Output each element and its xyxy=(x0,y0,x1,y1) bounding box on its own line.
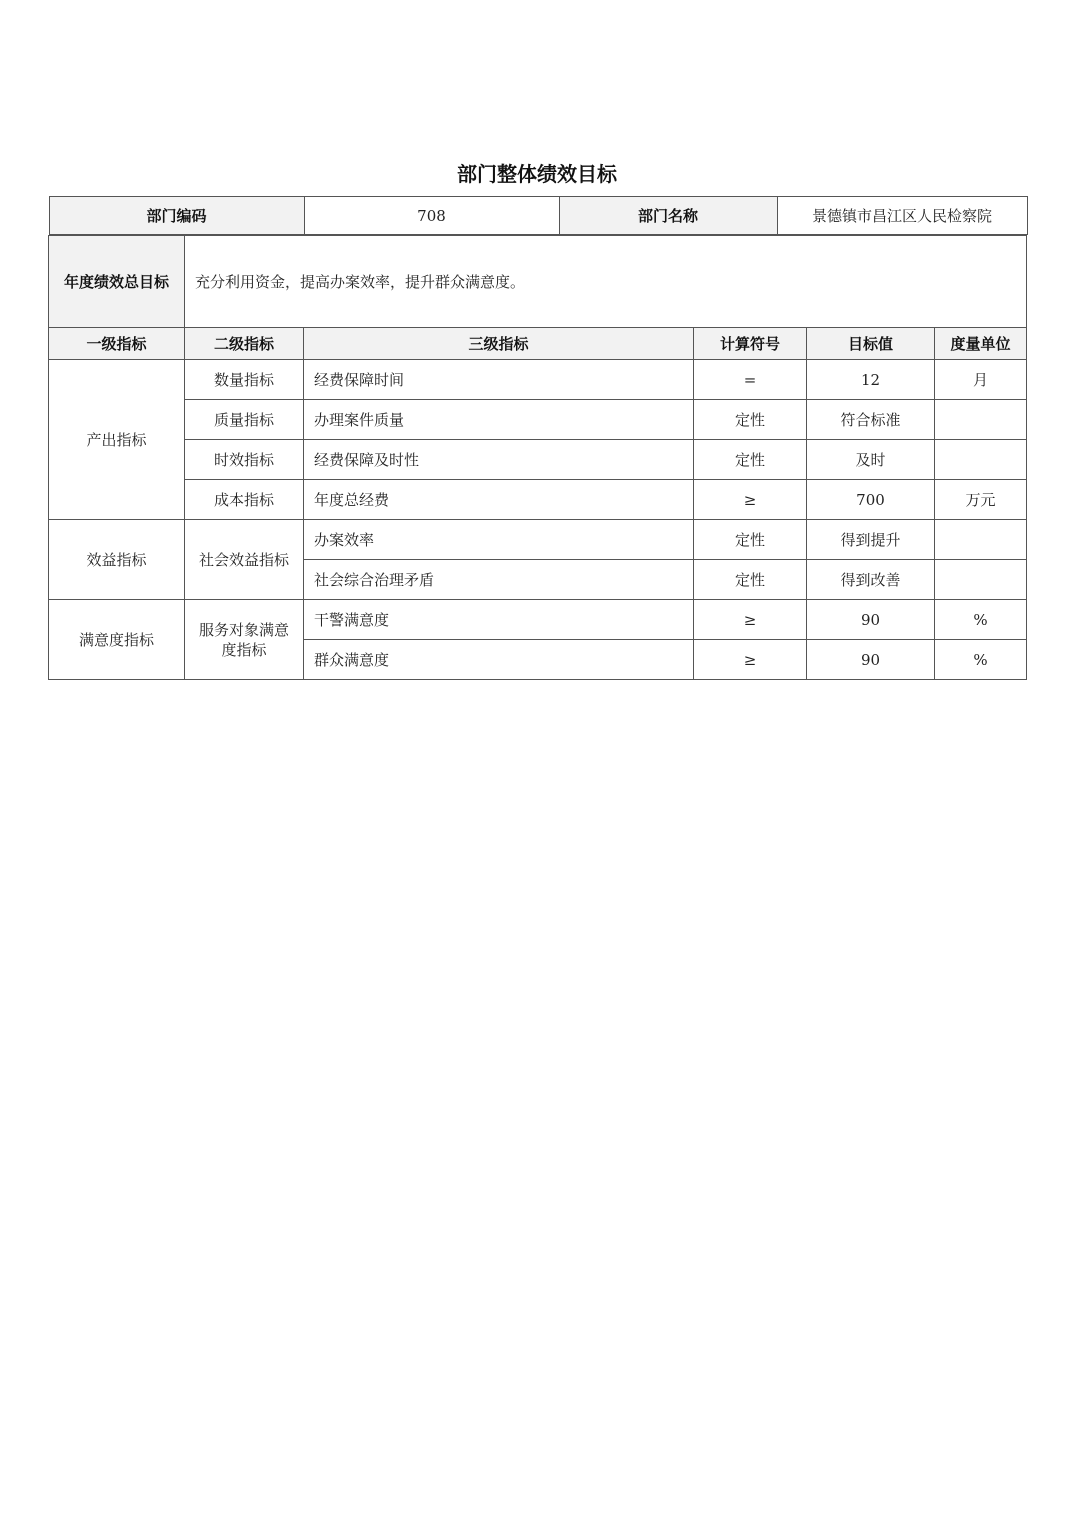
level2-cell: 社会效益指标 xyxy=(185,520,304,600)
target-cell: 90 xyxy=(807,640,935,680)
table-row xyxy=(49,600,1027,640)
level3-cell: 经费保障及时性 xyxy=(304,440,694,480)
unit-cell: 万元 xyxy=(935,480,1027,520)
symbol-cell: 定性 xyxy=(694,400,807,440)
page-title: 部门整体绩效目标 xyxy=(457,162,617,186)
symbol-cell: 定性 xyxy=(694,520,807,560)
level3-cell: 办案效率 xyxy=(304,520,694,560)
table-row xyxy=(49,520,1027,560)
dept-info-table xyxy=(49,196,1028,235)
annual-goal-row xyxy=(49,236,1027,328)
dept-code-value: 708 xyxy=(304,197,559,235)
table-row xyxy=(49,440,1027,480)
target-cell: 得到提升 xyxy=(807,520,935,560)
symbol-cell: 定性 xyxy=(694,560,807,600)
level3-cell: 经费保障时间 xyxy=(304,360,694,400)
target-cell: 及时 xyxy=(807,440,935,480)
dept-info-wrapper xyxy=(49,196,1027,236)
level2-cell: 成本指标 xyxy=(185,480,304,520)
target-cell: 12 xyxy=(807,360,935,400)
target-cell: 得到改善 xyxy=(807,560,935,600)
column-header: 度量单位 xyxy=(935,328,1027,360)
level3-cell: 群众满意度 xyxy=(304,640,694,680)
symbol-cell: ≥ xyxy=(694,480,807,520)
table-row xyxy=(49,480,1027,520)
level1-cell: 效益指标 xyxy=(49,520,185,600)
unit-cell: % xyxy=(935,640,1027,680)
level3-cell: 干警满意度 xyxy=(304,600,694,640)
level2-cell: 时效指标 xyxy=(185,440,304,480)
annual-goal-label: 年度绩效总目标 xyxy=(49,236,185,328)
dept-name-label: 部门名称 xyxy=(559,197,777,235)
symbol-cell: 定性 xyxy=(694,440,807,480)
unit-cell xyxy=(935,560,1027,600)
column-header: 一级指标 xyxy=(49,328,185,360)
target-cell: 700 xyxy=(807,480,935,520)
dept-info-row xyxy=(49,196,1027,236)
annual-goal-value: 充分利用资金，提高办案效率，提升群众满意度。 xyxy=(185,236,1027,328)
unit-cell xyxy=(935,440,1027,480)
level3-cell: 年度总经费 xyxy=(304,480,694,520)
symbol-cell: ≥ xyxy=(694,640,807,680)
level2-cell: 服务对象满意度指标 xyxy=(185,600,304,680)
column-header-row xyxy=(49,328,1027,360)
level1-cell: 满意度指标 xyxy=(49,600,185,680)
symbol-cell: ≥ xyxy=(694,600,807,640)
level2-cell: 数量指标 xyxy=(185,360,304,400)
unit-cell xyxy=(935,520,1027,560)
level1-cell: 产出指标 xyxy=(49,360,185,520)
table-row xyxy=(49,400,1027,440)
target-cell: 符合标准 xyxy=(807,400,935,440)
level3-cell: 社会综合治理矛盾 xyxy=(304,560,694,600)
level3-cell: 办理案件质量 xyxy=(304,400,694,440)
column-header: 计算符号 xyxy=(694,328,807,360)
column-header: 三级指标 xyxy=(304,328,694,360)
performance-table xyxy=(48,196,1027,680)
column-header: 目标值 xyxy=(807,328,935,360)
unit-cell xyxy=(935,400,1027,440)
table-row xyxy=(49,360,1027,400)
unit-cell: % xyxy=(935,600,1027,640)
dept-code-label: 部门编码 xyxy=(49,197,304,235)
target-cell: 90 xyxy=(807,600,935,640)
unit-cell: 月 xyxy=(935,360,1027,400)
dept-name-value: 景德镇市昌江区人民检察院 xyxy=(777,197,1027,235)
column-header: 二级指标 xyxy=(185,328,304,360)
symbol-cell: = xyxy=(694,360,807,400)
level2-cell: 质量指标 xyxy=(185,400,304,440)
